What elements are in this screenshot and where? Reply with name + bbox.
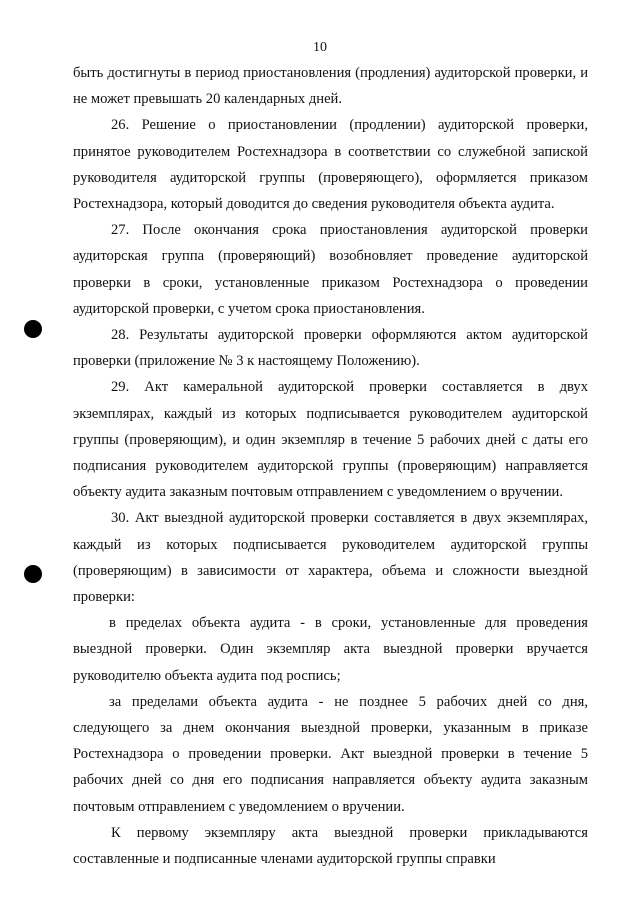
paragraph-28: 28. Результаты аудиторской проверки оформляются актом аудиторской проверки (приложение № 3 к настоящему Положению). xyxy=(73,327,588,370)
page-number: 10 xyxy=(313,40,327,55)
paragraph-30: 30. Акт выездной аудиторской проверки составляется в двух экземплярах, каждый из которых подписывается руководителем аудиторской группы (проверяющим) в зависимости от характера, объема и сложности выездной проверки: xyxy=(73,510,588,606)
punch-hole-mark xyxy=(24,320,42,338)
paragraph-continuation: быть достигнуты в период приостановления (продления) аудиторской проверки, и не может превышать 20 календарных дней. xyxy=(73,65,588,108)
paragraph-27: 27. После окончания срока приостановления аудиторской проверки аудиторская группа (проверяющий) возобновляет проведение аудиторской проверки в сроки, установленные приказом Ростехнадзора о проведении аудиторской проверки, с учетом срока приостановления. xyxy=(73,222,588,317)
document-body xyxy=(73,60,588,872)
paragraph-29: 29. Акт камеральной аудиторской проверки составляется в двух экземплярах, каждый из которых подписывается руководителем аудиторской группы (проверяющим), и один экземпляр в течение 5 рабочих дней с даты его подписания руководителем аудиторской группы (проверяющим) направляется объекту аудита заказным почтовым отправлением с уведомлением о вручении. xyxy=(73,379,588,501)
paragraph-within-object: в пределах объекта аудита - в сроки, установленные для проведения выездной проверки. Один экземпляр акта выездной проверки вручается руководителю объекта аудита под роспись; xyxy=(73,615,588,684)
paragraph-attachments: К первому экземпляру акта выездной проверки прикладываются составленные и подписанные членами аудиторской группы справки xyxy=(73,824,588,868)
paragraph-outside-object: за пределами объекта аудита - не позднее 5 рабочих дней со дня, следующего за днем окончания выездной проверки, указанным в приказе Ростехнадзора о проведении проверки. Акт выездной проверки в течение 5 рабочих дней со дня его подписания направляется объекту аудита заказным почтовым отправлением с уведомлением о вручении. xyxy=(73,693,588,815)
paragraph-26: 26. Решение о приостановлении (продлении) аудиторской проверки, принятое руководителем Ростехнадзора в соответствии со служебной запиской руководителя аудиторской группы (проверяющего), оформляется приказом Ростехнадзора, который доводится до сведения руководителя объекта аудита. xyxy=(73,117,588,213)
punch-hole-mark xyxy=(24,565,42,583)
